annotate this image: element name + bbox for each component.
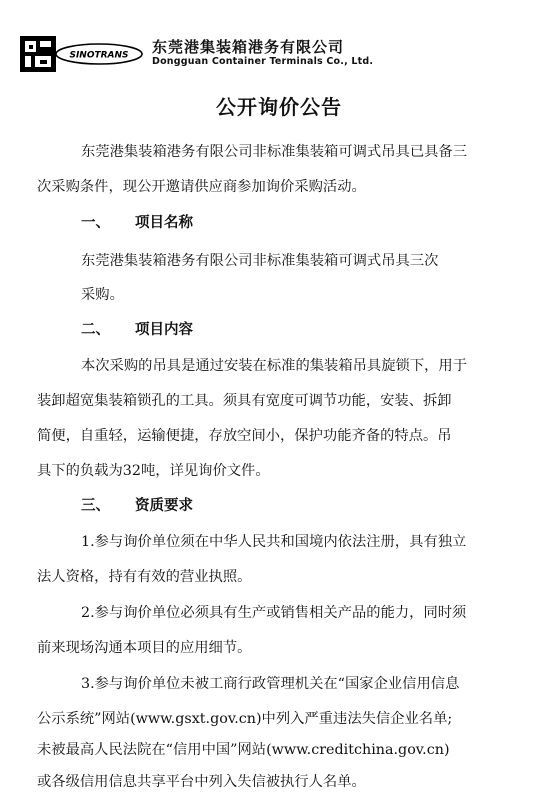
list-item-line: 前来现场沟通本项目的应用细节。 — [37, 640, 252, 656]
intro-line: 次采购条件，现公开邀请供应商参加询价采购活动。 — [37, 179, 366, 195]
paragraph-line: 东莞港集装箱港务有限公司非标准集装箱可调式吊具三次 — [81, 253, 439, 269]
paragraph-line: 装卸超宽集装箱锁孔的工具。须具有宽度可调节功能，安装、拆卸 — [37, 393, 452, 409]
section-title: 项目内容 — [135, 322, 193, 338]
section-heading — [81, 497, 193, 515]
list-item-line: 3.参与询价单位未被工商行政管理机关在“国家企业信用信息 — [81, 676, 460, 692]
intro-line: 东莞港集装箱港务有限公司非标准集装箱可调式吊具已具备三 — [81, 144, 468, 160]
section-number: 三、 — [81, 498, 110, 514]
section-heading — [81, 321, 193, 339]
list-item-line: 或各级信用信息共享平台中列入失信被执行人名单。 — [37, 774, 366, 790]
sinotrans-logo-text: SINOTRANS — [69, 50, 129, 61]
sinotrans-logo — [54, 42, 144, 66]
paragraph-line: 采购。 — [81, 287, 124, 303]
section-heading — [81, 214, 193, 232]
section-title: 项目名称 — [135, 215, 193, 231]
list-item-line: 未被最高人民法院在“信用中国”网站(www.creditchina.gov.cn) — [37, 742, 450, 758]
list-item-line: 2.参与询价单位必须具有生产或销售相关产品的能力，同时须 — [81, 605, 467, 621]
list-item-line: 法人资格，持有有效的营业执照。 — [37, 569, 252, 585]
paragraph-line: 具下的负载为32吨，详见询价文件。 — [37, 463, 270, 479]
paragraph-line: 本次采购的吊具是通过安装在标准的集装箱吊具旋锁下，用于 — [81, 358, 468, 374]
company-logo-icon — [20, 36, 56, 72]
company-name-en: Dongguan Container Terminals Co., Ltd. — [152, 56, 374, 67]
section-number: 一、 — [81, 215, 110, 231]
letterhead — [20, 34, 540, 74]
list-item-line: 公示系统”网站(www.gsxt.gov.cn)中列入严重违法失信企业名单; — [37, 711, 453, 727]
section-number: 二、 — [81, 322, 110, 338]
paragraph-line: 简便，自重轻，运输便捷，存放空间小，保护功能齐备的特点。吊 — [37, 428, 452, 444]
page-title: 公开询价公告 — [216, 95, 342, 119]
list-item-line: 1.参与询价单位须在中华人民共和国境内依法注册，具有独立 — [81, 534, 467, 550]
section-title: 资质要求 — [135, 498, 193, 514]
company-name-cn: 东莞港集装箱港务有限公司 — [152, 38, 345, 56]
